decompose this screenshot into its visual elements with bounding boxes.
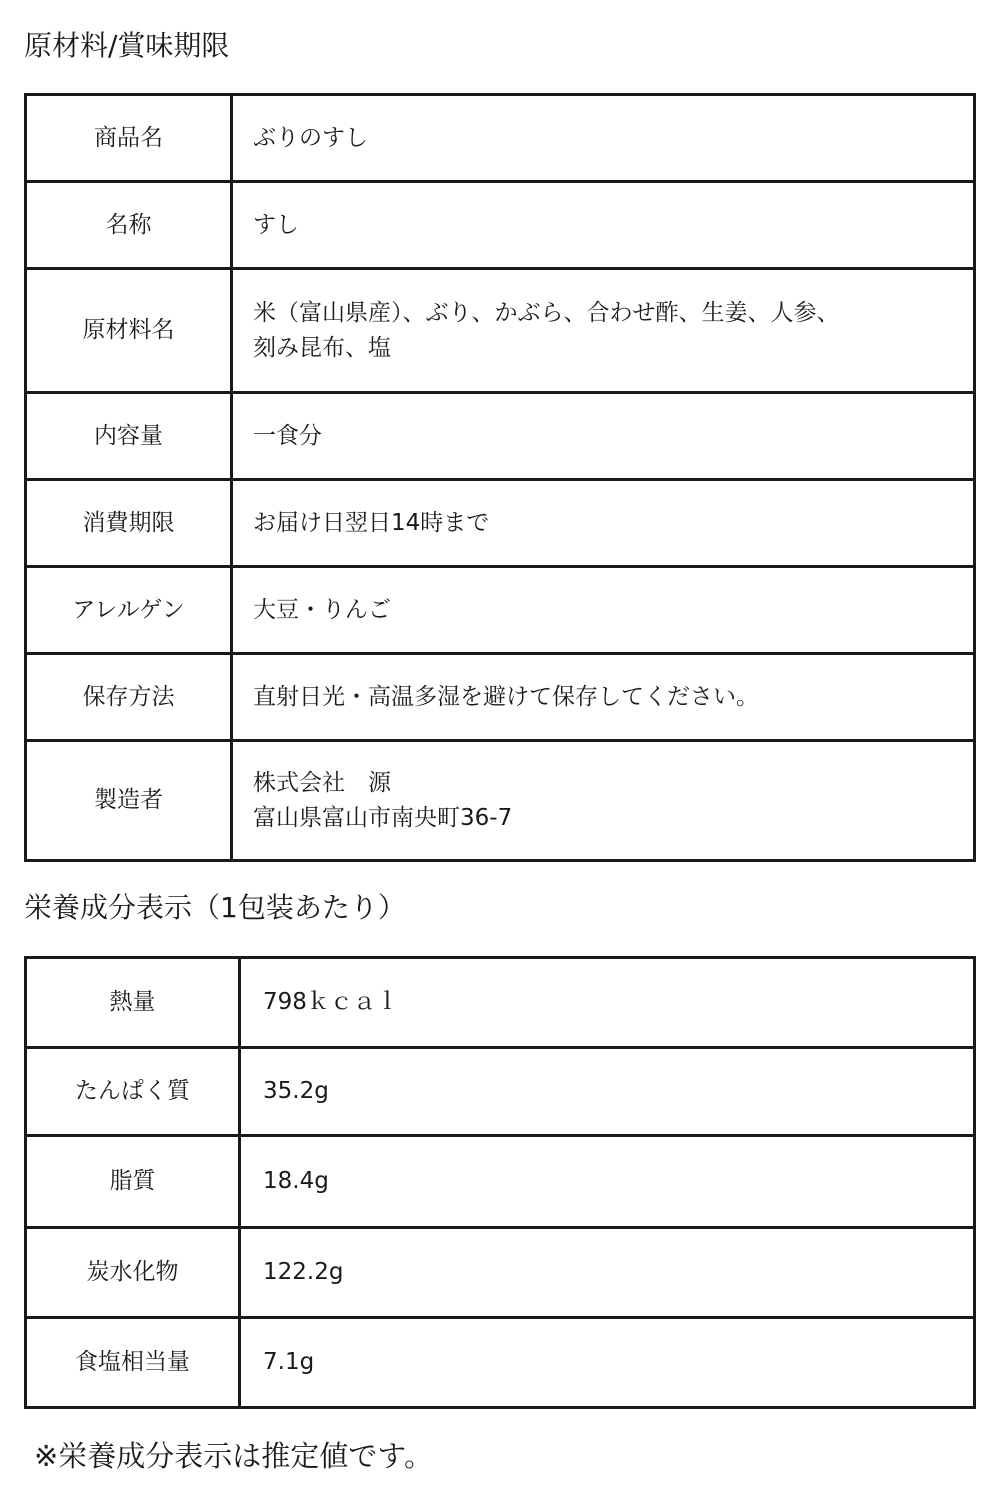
row-value-contents: 一食分 (232, 393, 975, 480)
table-row (26, 95, 975, 182)
row-label-ingredients: 原材料名 (26, 269, 232, 393)
row-value-allergen: 大豆・りんご (232, 567, 975, 654)
nutrition-label-fat: 脂質 (26, 1136, 240, 1228)
row-label-storage: 保存方法 (26, 654, 232, 741)
row-label-product-name: 商品名 (26, 95, 232, 182)
row-label-expiry: 消費期限 (26, 480, 232, 567)
row-value-ingredients: 米（富山県産）、ぶり、かぶら、合わせ酢、生姜、人参、 刻み昆布、塩 (232, 269, 975, 393)
nutrition-value-carbohydrate: 122.2g (240, 1228, 975, 1318)
table-row (26, 1048, 975, 1136)
table-row (26, 269, 975, 393)
table-row (26, 741, 975, 861)
table-row (26, 1318, 975, 1408)
row-label-allergen: アレルゲン (26, 567, 232, 654)
row-value-name: すし (232, 182, 975, 269)
product-info-table (24, 93, 976, 862)
nutrition-section-heading: 栄養成分表示（1包装あたり） (24, 891, 406, 924)
table-row (26, 480, 975, 567)
nutrition-table (24, 956, 976, 1409)
info-section-heading: 原材料/賞味期限 (24, 29, 230, 62)
table-row (26, 1136, 975, 1228)
row-value-product-name: ぶりのすし (232, 95, 975, 182)
row-label-manufacturer: 製造者 (26, 741, 232, 861)
nutrition-label-carbohydrate: 炭水化物 (26, 1228, 240, 1318)
table-row (26, 1228, 975, 1318)
nutrition-label-protein: たんぱく質 (26, 1048, 240, 1136)
row-value-expiry: お届け日翌日14時まで (232, 480, 975, 567)
row-value-manufacturer: 株式会社 源 富山県富山市南央町36-7 (232, 741, 975, 861)
nutrition-label-salt: 食塩相当量 (26, 1318, 240, 1408)
table-row (26, 958, 975, 1048)
row-value-storage: 直射日光・高温多湿を避けて保存してください。 (232, 654, 975, 741)
nutrition-value-salt: 7.1g (240, 1318, 975, 1408)
nutrition-value-fat: 18.4g (240, 1136, 975, 1228)
table-row (26, 567, 975, 654)
nutrition-label-energy: 熱量 (26, 958, 240, 1048)
nutrition-value-energy: 798ｋｃａｌ (240, 958, 975, 1048)
table-row (26, 393, 975, 480)
nutrition-value-protein: 35.2g (240, 1048, 975, 1136)
table-row (26, 654, 975, 741)
table-row (26, 182, 975, 269)
row-label-name: 名称 (26, 182, 232, 269)
footnote: ※栄養成分表示は推定値です。 (34, 1439, 433, 1473)
row-label-contents: 内容量 (26, 393, 232, 480)
